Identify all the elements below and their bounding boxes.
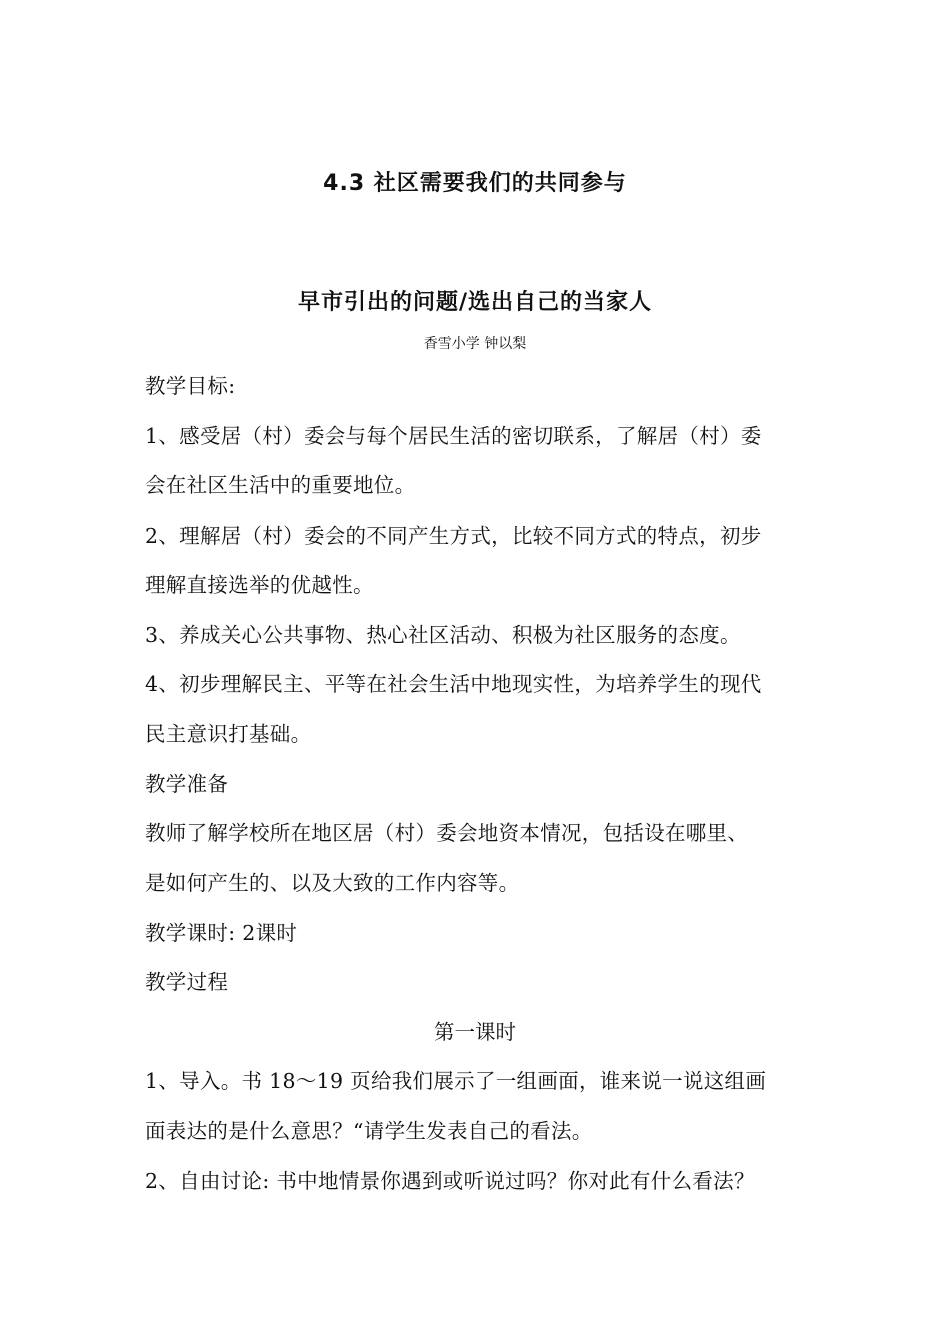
preparation-line-1: 教师了解学校所在地区居（村）委会地资本情况，包括设在哪里、 (145, 821, 749, 845)
objectives-heading: 教学目标: (145, 374, 236, 398)
document-subtitle: 早市引出的问题/选出自己的当家人 (297, 290, 653, 315)
step-1-line-1: 1、导入。书 18～19 页给我们展示了一组画面，谁来说一说这组画 (145, 1069, 767, 1093)
objective-3-line-1: 3、养成关心公共事物、热心社区活动、积极为社区服务的态度。 (145, 623, 741, 647)
objective-2-line-2: 理解直接选举的优越性。 (145, 573, 374, 597)
teaching-hours: 教学课时: 2课时 (145, 921, 298, 945)
objective-1-line-2: 会在社区生活中的重要地位。 (145, 473, 416, 497)
step-2-line-1: 2、自由讨论: 书中地情景你遇到或听说过吗？你对此有什么看法？ (145, 1169, 755, 1193)
process-heading: 教学过程 (145, 970, 229, 994)
objective-4-line-2: 民主意识打基础。 (145, 722, 312, 746)
preparation-heading: 教学准备 (145, 772, 229, 796)
step-1-line-2: 面表达的是什么意思？“请学生发表自己的看法。 (145, 1119, 593, 1143)
objective-4-line-1: 4、初步理解民主、平等在社会生活中地现实性，为培养学生的现代 (145, 672, 762, 696)
objective-2-line-1: 2、理解居（村）委会的不同产生方式，比较不同方式的特点，初步 (145, 524, 762, 548)
lesson-1-heading: 第一课时 (434, 1020, 516, 1044)
objective-1-line-1: 1、感受居（村）委会与每个居民生活的密切联系，了解居（村）委 (145, 424, 762, 448)
author-line: 香雪小学 钟以梨 (423, 336, 527, 352)
document-title: 4.3 社区需要我们的共同参与 (323, 171, 627, 196)
preparation-line-2: 是如何产生的、以及大致的工作内容等。 (145, 871, 520, 895)
